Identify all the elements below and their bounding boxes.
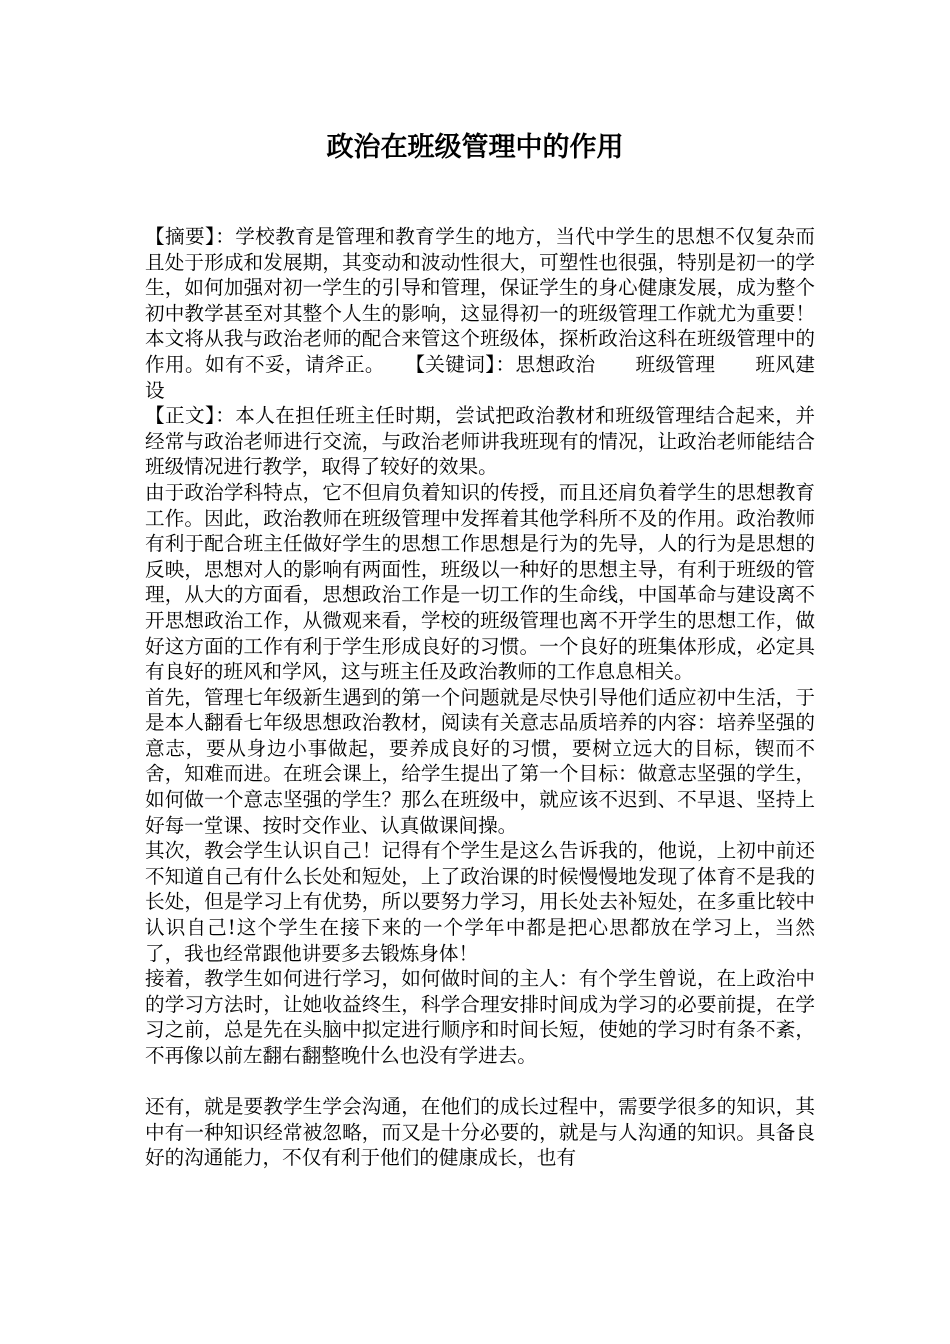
- paragraph-spacer: [145, 1069, 815, 1095]
- body-paragraph: 【正文】：本人在担任班主任时期，尝试把政治教材和班级管理结合起来，并经常与政治老师进行交流，与政治老师讲我班现有的情况，让政治老师能结合班级情况进行教学，取得了较好的效果。: [145, 404, 815, 479]
- body-paragraph: 首先，管理七年级新生遇到的第一个问题就是尽快引导他们适应初中生活，于是本人翻看七年级思想政治教材，阅读有关意志品质培养的内容：培养坚强的意志，要从身边小事做起，要养成良好的习惯，要树立远大的目标，锲而不舍，知难而进。在班会课上，给学生提出了第一个目标：做意志坚强的学生，如何做一个意志坚强的学生？那么在班级中，就应该不迟到、不早退、坚持上好每一堂课、按时交作业、认真做课间操。: [145, 685, 815, 837]
- body-paragraph: 其次，教会学生认识自己！记得有个学生是这么告诉我的，他说，上初中前还不知道自己有什么长处和短处，上了政治课的时候慢慢地发现了体育不是我的长处，但是学习上有优势，所以要努力学习，用长处去补短处，在多重比较中认识自己!这个学生在接下来的一个学年中都是把心思都放在学习上，当然了，我也经常跟他讲要多去锻炼身体！: [145, 839, 815, 965]
- page-title: 政治在班级管理中的作用: [326, 132, 624, 163]
- body-paragraph: 还有，就是要教学生学会沟通，在他们的成长过程中，需要学很多的知识，其中有一种知识经常被忽略，而又是十分必要的，就是与人沟通的知识。具备良好的沟通能力，不仅有利于他们的健康成长，也有: [145, 1095, 815, 1170]
- body-paragraph: 接着，教学生如何进行学习，如何做时间的主人：有个学生曾说，在上政治中的学习方法时，让她收益终生，科学合理安排时间成为学习的必要前提，在学习之前，总是先在头脑中拟定进行顺序和时间长短，使她的学习时有条不紊，不再像以前左翻右翻整晚什么也没有学进去。: [145, 967, 815, 1067]
- document-body: [145, 224, 815, 1171]
- body-paragraph: 由于政治学科特点，它不但肩负着知识的传授，而且还肩负着学生的思想教育工作。因此，政治教师在班级管理中发挥着其他学科所不及的作用。政治教师有利于配合班主任做好学生的思想工作思想是行为的先导，人的行为是思想的反映，思想对人的影响有两面性，班级以一种好的思想主导，有利于班级的管理，从大的方面看，思想政治工作是一切工作的生命线，中国革命与建设离不开思想政治工作，从微观来看，学校的班级管理也离不开学生的思想工作，做好这方面的工作有利于学生形成良好的习惯。一个良好的班集体形成，必定具有良好的班风和学风，这与班主任及政治教师的工作息息相关。: [145, 480, 815, 684]
- abstract-paragraph: 【摘要】：学校教育是管理和教育学生的地方，当代中学生的思想不仅复杂而且处于形成和发展期，其变动和波动性很大，可塑性也很强，特别是初一的学生，如何加强对初一学生的引导和管理，保证学生的身心健康发展，成为整个初中教学甚至对其整个人生的影响，这显得初一的班级管理工作就尤为重要！本文将从我与政治老师的配合来管这个班级体，探析政治这科在班级管理中的作用。如有不妥，请斧正。 【关键词】：思想政治 班级管理 班风建设: [145, 225, 815, 402]
